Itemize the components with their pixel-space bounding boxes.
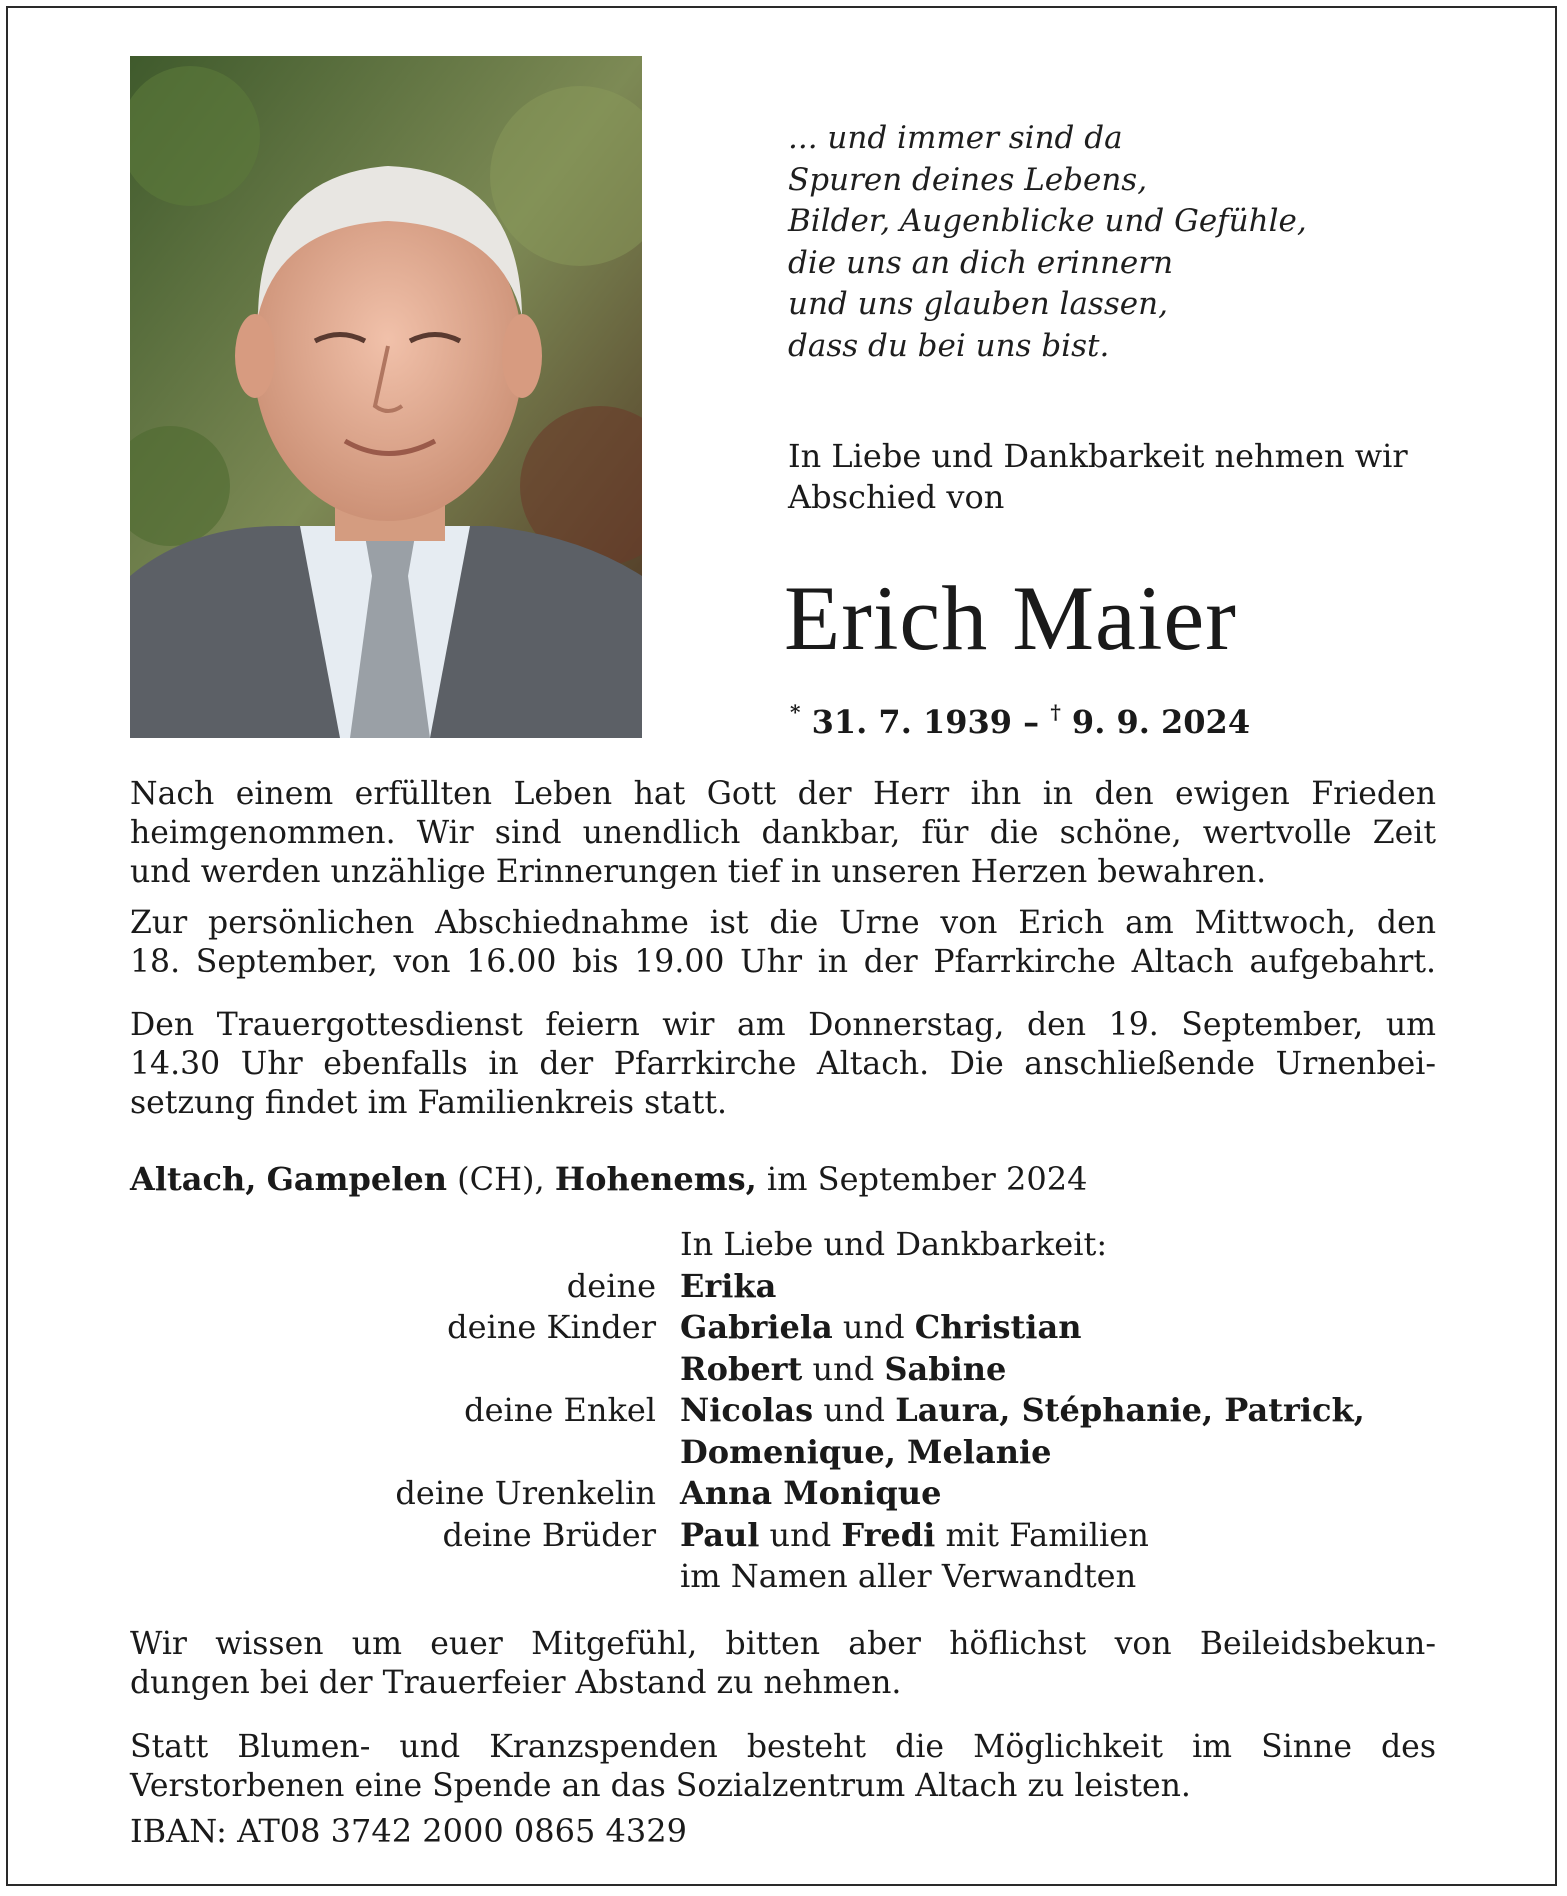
relation-label: deine Kinder (447, 1308, 656, 1346)
poem-line: die uns an dich erinnern (788, 244, 1174, 281)
family-name: Laura, Stéphanie, Patrick, (895, 1391, 1365, 1429)
family-name: Nicolas (680, 1391, 814, 1429)
text-line: Den Trauergottesdienst feiern wir am Donnerstag, den 19. September, um (130, 1007, 1436, 1043)
place-date-line (130, 1160, 1087, 1198)
death-symbol: † (1050, 700, 1061, 724)
place-altach: Altach, (130, 1160, 257, 1198)
conjunction: und (769, 1515, 832, 1554)
relation-label: deine Urenkelin (395, 1474, 656, 1512)
relation-label (130, 1556, 680, 1598)
family-row (130, 1473, 1436, 1515)
conjunction: mit Familien (945, 1515, 1149, 1554)
relation-label: deine Enkel (464, 1391, 656, 1429)
text-line: Zur persönlichen Abschiednahme ist die Urne von Erich am Mittwoch, den (130, 905, 1436, 941)
relation-label (130, 1432, 680, 1474)
place-date: im September 2024 (766, 1160, 1088, 1198)
text-line: 18. September, von 16.00 bis 19.00 Uhr in der Pfarrkirche Altach aufgebahrt. (130, 944, 1436, 980)
birth-date: 31. 7. 1939 (811, 703, 1013, 741)
conjunction: und (842, 1308, 905, 1346)
intro-line: In Liebe und Dankbarkeit nehmen wir (788, 437, 1408, 475)
family-name: Sabine (884, 1349, 1007, 1388)
place-hohenems: Hohenems, (554, 1160, 757, 1198)
relation-label (130, 1349, 680, 1391)
life-dates (790, 700, 1250, 741)
family-row (130, 1307, 1436, 1349)
text-line: dungen bei der Trauerfeier Abstand zu nehmen. (130, 1665, 902, 1701)
family-row (130, 1349, 1436, 1391)
text-line: Wir wissen um euer Mitgefühl, bitten aber höflichst von Beileidsbekun- (130, 1626, 1436, 1662)
birth-symbol: * (790, 700, 801, 724)
family-note: im Namen aller Verwandten (680, 1557, 1137, 1595)
text-line: Nach einem erfüllten Leben hat Gott der Herr ihn in den ewigen Frieden (130, 776, 1436, 812)
relation-label: deine Brüder (442, 1515, 656, 1554)
family-row (130, 1515, 1436, 1557)
conjunction: und (823, 1391, 886, 1429)
poem-line: ... und immer sind da (788, 120, 1123, 156)
family-list (130, 1224, 1436, 1598)
deceased-name: Erich Maier (784, 567, 1237, 669)
memorial-poem (788, 118, 1488, 367)
family-row (130, 1432, 1436, 1474)
family-row (130, 1266, 1436, 1308)
paragraph-life (130, 775, 1436, 892)
text-line: setzung findet im Familienkreis statt. (130, 1085, 728, 1121)
poem-line: und uns glauben lassen, (788, 286, 1168, 322)
conjunction: und (812, 1349, 875, 1388)
family-name: Robert (680, 1349, 803, 1388)
family-name: Paul (680, 1515, 760, 1554)
date-separator: – (1023, 703, 1040, 741)
text-line: Statt Blumen- und Kranzspenden besteht die Möglichkeit im Sinne des (130, 1729, 1436, 1765)
family-row (130, 1390, 1436, 1432)
iban-line: IBAN: AT08 3742 2000 0865 4329 (130, 1812, 687, 1850)
relation-label: deine (566, 1266, 656, 1305)
text-line: und werden unzählige Erinnerungen tief in unseren Herzen bewahren. (130, 854, 1267, 890)
family-name: Fredi (841, 1515, 936, 1554)
text-line: 14.30 Uhr ebenfalls in der Pfarrkirche Altach. Die anschließende Urnenbei- (130, 1046, 1436, 1082)
family-name: Gabriela (680, 1308, 833, 1346)
family-name: Anna Monique (680, 1474, 942, 1512)
poem-line: dass du bei uns bist. (788, 327, 1110, 364)
paragraph-viewing (130, 904, 1436, 982)
family-name: Erika (680, 1266, 777, 1305)
place-gampelen: Gampelen (266, 1160, 447, 1198)
paragraph-donation (130, 1728, 1436, 1806)
poem-line: Bilder, Augenblicke und Gefühle, (788, 203, 1307, 239)
family-name: Christian (914, 1308, 1082, 1346)
family-heading: In Liebe und Dankbarkeit: (680, 1225, 1108, 1263)
family-name: Domenique, Melanie (680, 1432, 1052, 1471)
place-country: (CH), (457, 1160, 545, 1198)
portrait-photo (130, 56, 642, 738)
poem-line: Spuren deines Lebens, (788, 161, 1148, 198)
death-date: 9. 9. 2024 (1071, 703, 1251, 741)
paragraph-condolences (130, 1625, 1436, 1703)
farewell-intro (788, 436, 1488, 518)
intro-line: Abschied von (788, 478, 1005, 516)
text-line: heimgenommen. Wir sind unendlich dankbar, für die schöne, wertvolle Zeit (130, 815, 1436, 851)
text-line: Verstorbenen eine Spende an das Sozialzentrum Altach zu leisten. (130, 1768, 1191, 1804)
family-row (130, 1556, 1436, 1598)
paragraph-service (130, 1006, 1436, 1123)
